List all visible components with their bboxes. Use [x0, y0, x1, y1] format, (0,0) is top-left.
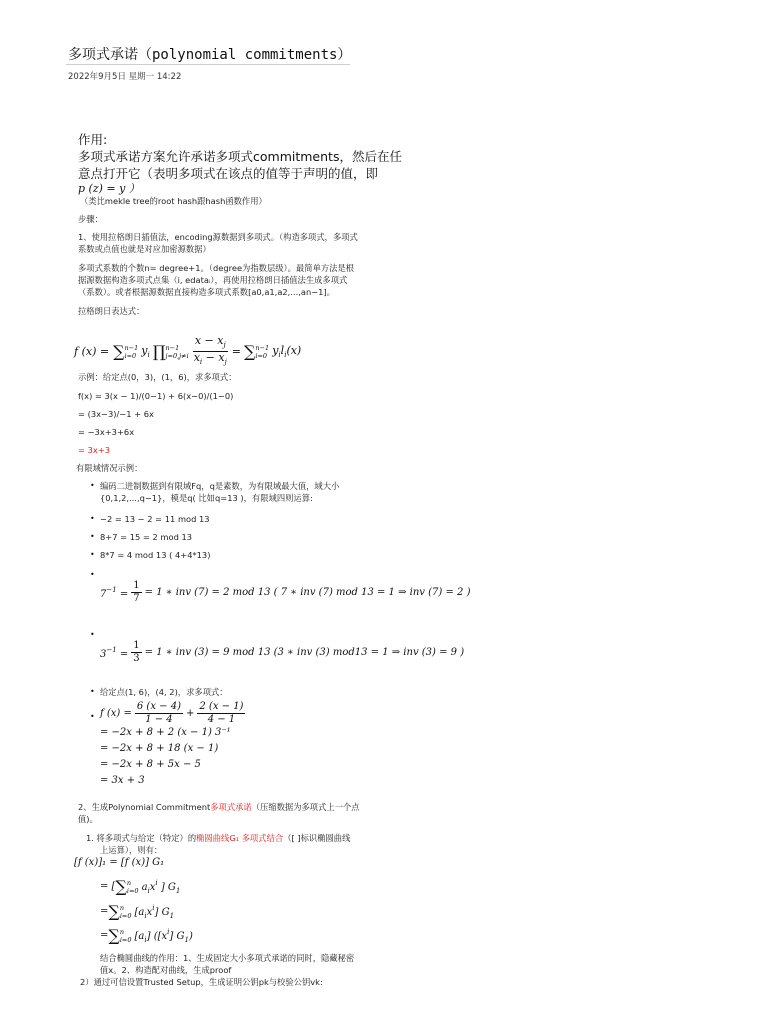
intro-text-1: 多项式承诺方案允许承诺多项式commitments，然后在任	[78, 149, 402, 164]
bullet: •	[90, 570, 95, 579]
finite-bullet-7: 给定点(1, 6)，(4, 2)，求多项式：	[100, 687, 228, 697]
finite-field-label: 有限域情况示例：	[76, 463, 143, 473]
bullet: •	[90, 532, 95, 541]
page-title: 多项式承诺（polynomial commitments）	[68, 47, 352, 63]
step2-last: 2）通过可信设置Trusted Setup，生成证明公钥pk与校验公钥vk:	[80, 977, 323, 987]
poly-line-4: = −2x + 8 + 5x − 5	[100, 759, 201, 770]
bullet: •	[90, 687, 95, 696]
step2-sub1: 1. 将多项式与给定（特定）的椭圆曲线G₁ 多项式结合（[ ]标识椭圆曲线	[86, 833, 351, 843]
poly-line-2: = −2x + 8 + 2 (x − 1) 3⁻¹	[100, 727, 231, 738]
lagrange-formula: f (x) = ∑ n−1 i=0 $y_i$ ∏ n−1 j=0,j≠i $\frac{x - x_j}{x_i - x_j}$ = ∑ n−1 i=0 $y_il_i(x)$	[74, 334, 302, 366]
finite-bullet-2: −2 = 13 − 2 = 11 mod 13	[100, 514, 210, 524]
poly-line-5: = 3x + 3	[100, 775, 145, 786]
step2-sub1-cont: 上运算），则有：	[100, 845, 163, 855]
step1-line4: 据源数据构造多项式点集（i, edataᵢ），再使用拉格朗日插值法生成多项式	[78, 275, 348, 285]
ec-line-3: = ∑ n i=0 $[a_ix^i]$ $G_1$	[100, 902, 175, 921]
ec-note-1: 结合椭圆曲线的作用：1、生成固定大小多项式承诺的同时，隐藏秘密	[100, 953, 355, 963]
example-result: = 3x+3	[78, 445, 111, 455]
inverse-7-tail: = 1 ∗ inv (7) = 2 mod 13 ( 7 ∗ inv (7) mod 13 = 1 ⇒ inv (7) = 2 )	[144, 587, 471, 598]
finite-bullet-1: 编码二进制数据到有限域Fq，q是素数，为有限域最大值，域大小	[100, 481, 340, 491]
step1-line2: 系数或点值也就是对应加密源数据）	[78, 244, 211, 254]
ec-line-1: [f (x)]₁ = [f (x)] G₁	[74, 857, 165, 868]
intro-text-2: 意点打开它（表明多项式在该点的值等于声明的值，即	[78, 166, 379, 181]
finite-bullet-3: 8+7 = 15 = 2 mod 13	[100, 532, 193, 542]
inverse-7-equation: $7^{-1}$ = $\frac{1}{7}$ = 1 ∗ inv (7) = 2 mod 13 ( 7 ∗ inv (7) mod 13 = 1 ⇒ inv (7) = 2 )	[100, 580, 471, 604]
intro-formula: p (z) = y ）	[78, 182, 140, 195]
poly-line-1: f (x) = $\frac{6 (x - 4)}{1 - 4}$ + $\frac{2 (x - 1)}{4 - 1}$	[100, 701, 244, 725]
example-line-2: = (3x−3)/−1 + 6x	[78, 409, 154, 419]
inverse-3-tail: = 1 ∗ inv (3) = 9 mod 13 (3 ∗ inv (3) mod13 = 1 ⇒ inv (3) = 9 )	[144, 647, 465, 658]
bullet: •	[90, 712, 95, 721]
inverse-3-equation: $3^{-1}$ = $\frac{1}{3}$ = 1 ∗ inv (3) = 9 mod 13 (3 ∗ inv (3) mod13 = 1 ⇒ inv (3) = 9 )	[100, 640, 465, 664]
finite-bullet-4: 8*7 = 4 mod 13 ( 4+4*13)	[100, 550, 211, 560]
example-line-1: f(x) = 3(x − 1)/(0−1) + 6(x−0)/(1−0)	[78, 391, 234, 401]
step2-line2: 值)。	[78, 814, 98, 824]
lagrange-label: 拉格朗日表达式：	[78, 306, 145, 316]
steps-label: 步骤：	[78, 214, 103, 224]
step1-line1: 1、使用拉格朗日插值法，encoding源数据到多项式。（构造多项式，多项式	[78, 232, 358, 242]
poly-line-3: = −2x + 8 + 18 (x − 1)	[100, 743, 219, 754]
bullet: •	[90, 514, 95, 523]
step1-line5: （系数）。或者根据源数据直接构造多项式系数[a0,a1,a2,...,an−1]。	[78, 287, 335, 297]
ec-line-4: = ∑ n i=0 $[a_i]$ ($[x^i]$ $G_1$)	[100, 926, 193, 945]
finite-bullet-1-cont: {0,1,2,...,q−1}，模是q( 比如q=13 )，有限域四则运算:	[100, 493, 313, 503]
ec-line-2: = [ ∑ n i=0 $a_ix^i$ ] $G_1$	[100, 877, 181, 896]
intro-note: （类比mekle tree的root hash跟hash函数作用）	[80, 196, 267, 206]
bullet: •	[90, 550, 95, 559]
ec-note-2: 值x。2、构造配对曲线，生成proof	[100, 965, 232, 975]
bullet: •	[90, 630, 95, 639]
page-date: 2022年9月5日 星期一 14:22	[68, 72, 182, 82]
step2-line1: 2、生成Polynomial Commitment多项式承诺（压缩数据为多项式上一个点	[78, 802, 360, 812]
bullet: •	[90, 481, 95, 490]
step1-line3: 多项式系数的个数n= degree+1。（degree为指数层级）。最简单方法是根	[78, 263, 355, 273]
example-label: 示例：给定点(0，3)，(1，6)，求多项式：	[78, 372, 237, 382]
title-divider	[66, 64, 350, 65]
intro-label: 作用:	[78, 132, 108, 147]
example-line-3: = −3x+3+6x	[78, 427, 135, 437]
